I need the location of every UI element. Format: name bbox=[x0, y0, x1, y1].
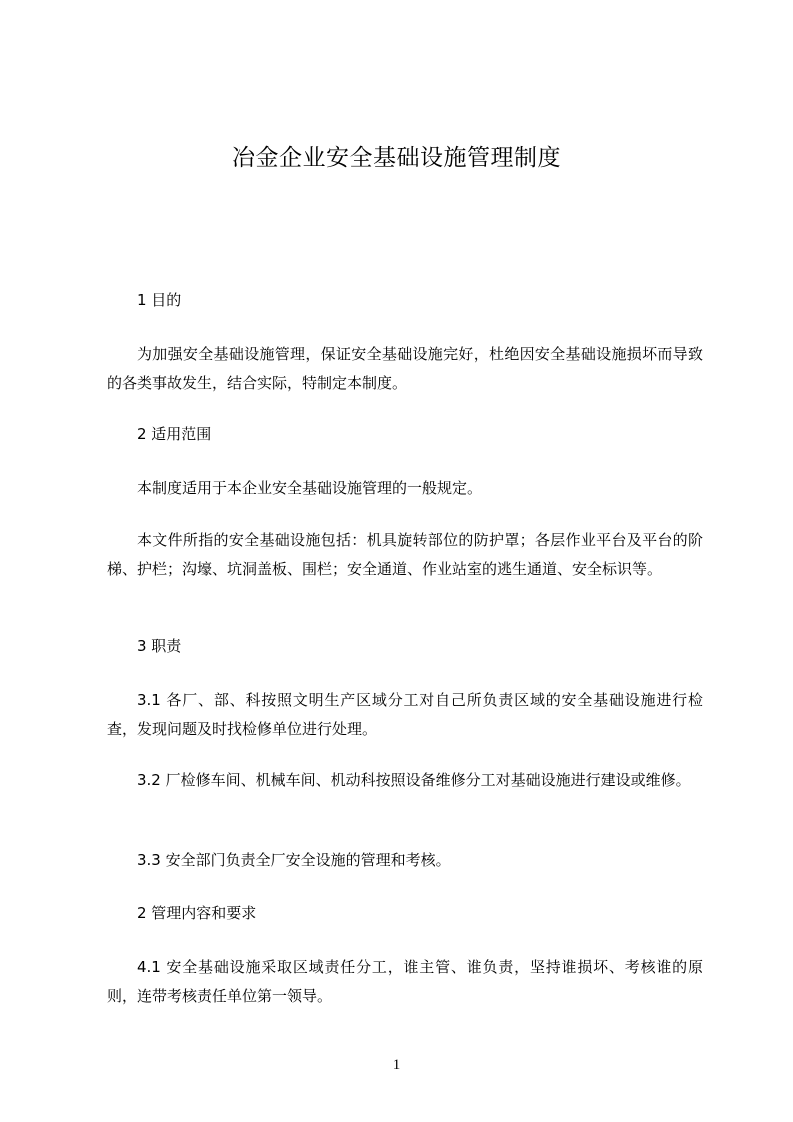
paragraph-purpose: 为加强安全基础设施管理，保证安全基础设施完好，杜绝因安全基础设施损坏而导致的各类事故发生，结合实际，特制定本制度。 bbox=[107, 345, 703, 392]
paragraph-management-4-1: 4.1 安全基础设施采取区域责任分工，谁主管、谁负责，坚持谁损坏、考核谁的原则，连带考核责任单位第一领导。 bbox=[107, 958, 703, 1005]
paragraph-responsibility-3-2: 3.2 厂检修车间、机械车间、机动科按照设备维修分工对基础设施进行建设或维修。 bbox=[137, 771, 691, 789]
paragraph-scope: 本制度适用于本企业安全基础设施管理的一般规定。 bbox=[137, 479, 483, 497]
paragraph-responsibility-3-3: 3.3 安全部门负责全厂安全设施的管理和考核。 bbox=[137, 851, 451, 869]
paragraph-responsibility-3-1: 3.1 各厂、部、科按照文明生产区域分工对自己所负责区域的安全基础设施进行检查，发现问题及时找检修单位进行处理。 bbox=[107, 691, 703, 738]
section-heading-purpose: 1 目的 bbox=[137, 291, 182, 309]
paragraph-scope-definition: 本文件所指的安全基础设施包括：机具旋转部位的防护罩；各层作业平台及平台的阶梯、护栏；沟壕、坑洞盖板、围栏；安全通道、作业站室的逃生通道、安全标识等。 bbox=[107, 531, 703, 578]
section-heading-responsibilities: 3 职责 bbox=[137, 637, 182, 655]
page-number: 1 bbox=[392, 1057, 401, 1073]
document-title: 冶金企业安全基础设施管理制度 bbox=[232, 145, 561, 171]
section-heading-scope: 2 适用范围 bbox=[137, 425, 212, 443]
section-heading-management: 2 管理内容和要求 bbox=[137, 904, 257, 922]
